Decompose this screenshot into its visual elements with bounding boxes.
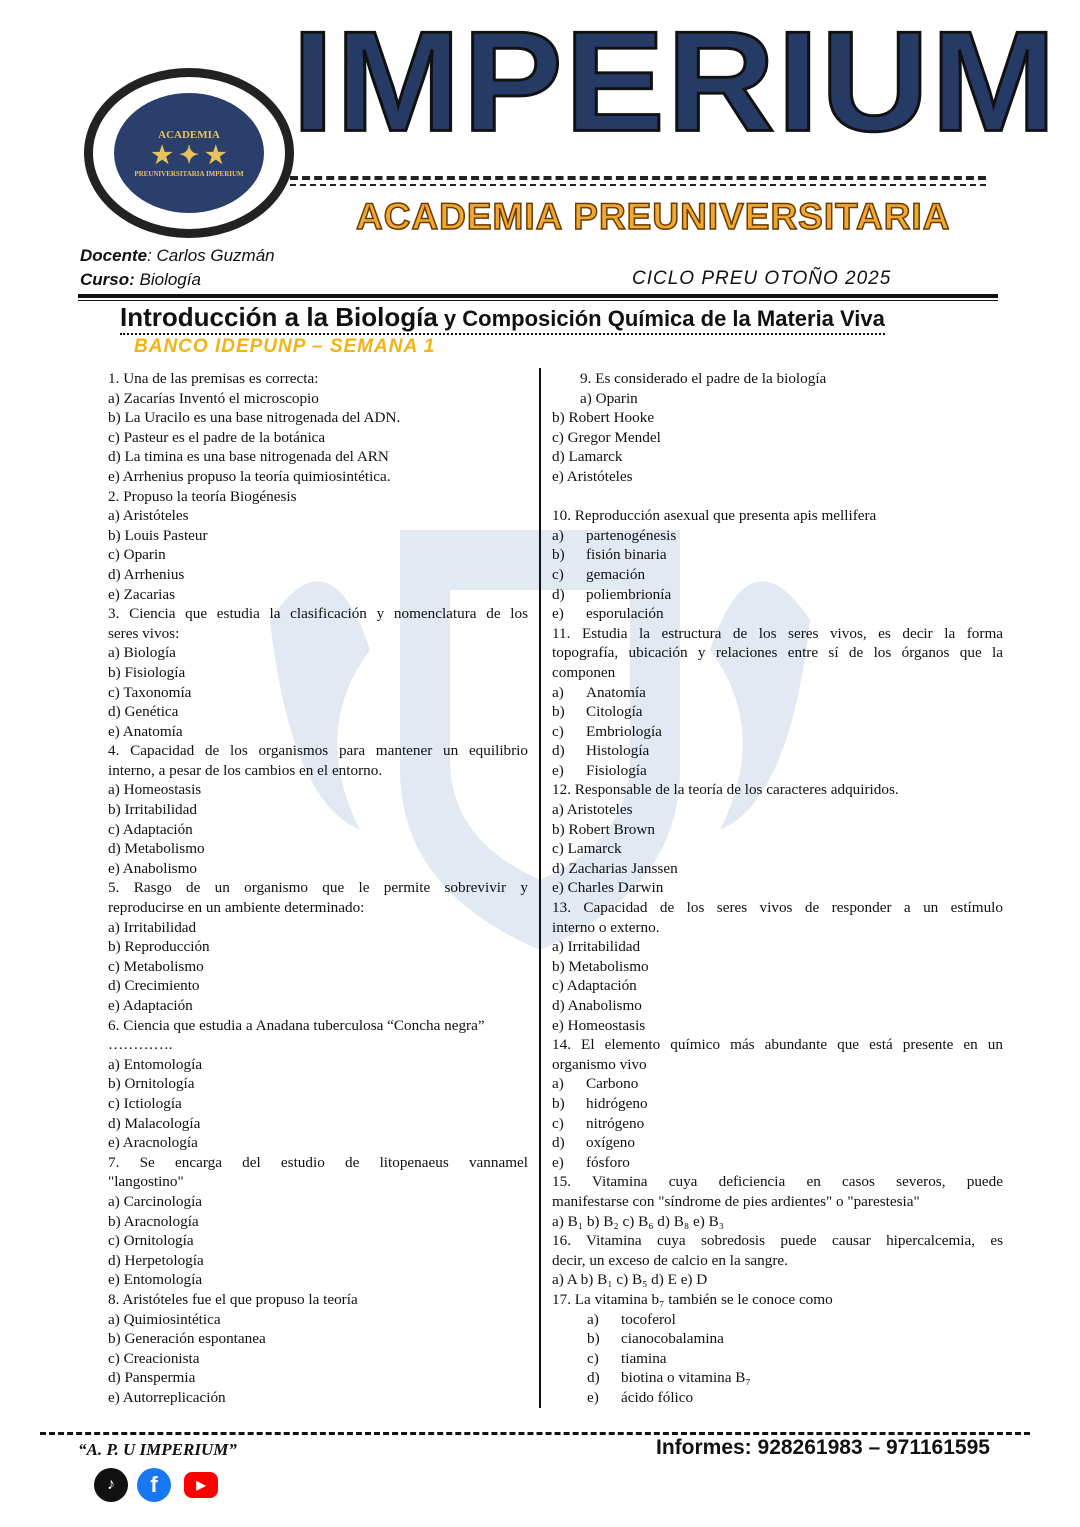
line-text: c) Gregor Mendel [552,428,661,446]
question-line [108,702,528,722]
line-text: c) Ornitología [108,1232,194,1250]
question-line [552,1368,1003,1388]
option-letter: c) [587,1349,599,1367]
question-line [108,918,528,938]
question-line [108,408,528,428]
footer-brand: “A. P. U IMPERIUM” [78,1440,237,1459]
line-text: b) Robert Hooke [552,409,655,427]
question-line [108,467,528,487]
question-line [552,898,1003,918]
line-text: reproducirse en un ambiente determinado: [108,899,365,917]
question-line [552,1074,1003,1094]
left-column [108,369,528,1407]
question-line [552,1231,1003,1251]
line-text: c) Adaptación [552,977,637,995]
question-line [552,545,1003,565]
question-line [108,761,528,781]
line-text: e) Autorreplicación [108,1388,226,1406]
line-text: 14. El elemento químico más abundante que está presente en un [552,1036,1003,1054]
line-text: …………. [108,1036,173,1054]
question-line [108,722,528,742]
line-text: topografía, ubicación y relaciones entre sí de los órganos que la [552,644,1003,662]
question-line [108,526,528,546]
question-line [552,1114,1003,1134]
line-text: d) Panspermia [108,1369,196,1387]
line-text: c) Oparin [108,546,166,564]
line-text: a) Aristoteles [552,801,633,819]
question-line [552,1349,1003,1369]
question-line [552,1094,1003,1114]
question-line [108,820,528,840]
facebook-icon[interactable]: f [137,1468,171,1502]
question-line [108,1212,528,1232]
line-text: partenogénesis [586,526,677,544]
option-letter: e) [552,1153,564,1171]
line-text: b) Metabolismo [552,957,649,975]
line-text: b) Robert Brown [552,820,655,838]
tiktok-icon[interactable]: ♪ [94,1468,128,1502]
option-letter: a) [552,683,564,701]
line-text: interno o externo. [552,918,660,936]
question-line [552,1290,1003,1310]
question-line [108,976,528,996]
line-text: gemación [586,565,646,583]
line-text: Histología [586,742,650,760]
line-text: e) Anabolismo [108,859,198,877]
question-line [552,741,1003,761]
line-text: 8. Aristóteles fue el que propuso la teoría [108,1290,358,1308]
option-letter: a) [552,526,564,544]
question-line [108,898,528,918]
line-text: 13. Capacidad de los seres vivos de responder a un estímulo [552,899,1003,917]
line-text: Embriología [586,722,662,740]
line-text: d) Arrhenius [108,565,185,583]
line-text: decir, un exceso de calcio en la sangre. [552,1251,788,1269]
question-line [108,1094,528,1114]
question-line [552,1192,1003,1212]
question-line [552,487,1003,507]
question-line [108,800,528,820]
line-text: d) Metabolismo [108,840,205,858]
line-text: b) Irritabilidad [108,801,197,819]
line-text: e) Entomología [108,1271,203,1289]
option-letter: e) [552,605,564,623]
line-text: d) Malacología [108,1114,201,1132]
question-line [552,1016,1003,1036]
question-line [108,1251,528,1271]
question-line [552,506,1003,526]
line-text: fisión binaria [586,546,667,564]
brand-subtitle: ACADEMIA PREUNIVERSITARIA [356,196,951,237]
line-text: c) Taxonomía [108,683,192,701]
line-text: 15. Vitamina cuya deficiencia en casos severos, puede [552,1173,1003,1191]
line-text: a) Aristóteles [108,507,189,525]
line-text: c) Pasteur es el padre de la botánica [108,428,326,446]
line-text: 17. La vitamina b₇ también se le conoce como [552,1290,833,1308]
cycle-label: CICLO PREU OTOÑO 2025 [632,268,892,289]
line-text: hidrógeno [586,1094,648,1112]
question-line [108,1055,528,1075]
line-text: a) A b) B₁ c) B₅ d) E e) D [552,1271,708,1289]
question-line [108,369,528,389]
question-line [552,565,1003,585]
line-text: fósforo [586,1153,630,1171]
line-text: a) Entomología [108,1055,203,1073]
question-line [552,702,1003,722]
question-line [552,996,1003,1016]
youtube-icon[interactable]: ▶ [184,1472,218,1498]
line-text: e) Adaptación [108,997,193,1014]
line-text: 6. Ciencia que estudia a Anadana tuberculosa “Concha negra” [108,1016,485,1034]
line-text: c) Metabolismo [108,957,204,975]
option-letter: b) [552,1094,565,1112]
question-line [552,820,1003,840]
question-line [108,780,528,800]
line-text: 11. Estudia la estructura de los seres vivos, es decir la forma [552,624,1003,642]
question-line [108,937,528,957]
question-line [108,859,528,879]
line-text: "langostino" [108,1173,184,1191]
question-line [108,506,528,526]
line-text: e) Charles Darwin [552,879,664,897]
question-line [552,780,1003,800]
line-text: b) Ornitología [108,1075,195,1093]
option-letter: b) [552,546,565,564]
question-line [108,839,528,859]
line-text: d) Crecimiento [108,977,200,995]
option-letter: b) [552,703,565,721]
line-text: 16. Vitamina cuya sobredosis puede causar hipercalcemia, es [552,1232,1003,1250]
line-text: a) Quimiosintética [108,1310,221,1328]
question-bank-label: BANCO IDEPUNP – SEMANA 1 [134,336,436,357]
line-text: b) Reproducción [108,938,210,956]
line-text: e) Aracnología [108,1134,198,1152]
line-text: 7. Se encarga del estudio de litopenaeus vannamel [108,1153,528,1171]
question-line [552,604,1003,624]
question-line [108,1016,528,1036]
question-line [108,1368,528,1388]
line-text: 12. Responsable de la teoría de los caracteres adquiridos. [552,781,899,799]
option-letter: c) [552,722,564,740]
teacher-label: Docente [80,246,148,265]
question-line [108,878,528,898]
question-line [108,1192,528,1212]
question-line [552,1153,1003,1173]
question-line [552,467,1003,487]
line-text: d) Herpetología [108,1251,204,1269]
line-text: organismo vivo [552,1055,647,1073]
question-line [552,1310,1003,1330]
question-line [552,1133,1003,1153]
question-line [108,585,528,605]
line-text: interno, a pesar de los cambios en el entorno. [108,761,383,779]
line-text: manifestarse con "síndrome de pies ardientes" o "parestesia" [552,1192,920,1210]
line-text: e) Arrhenius propuso la teoría quimiosintética. [108,467,391,485]
line-text: b) Aracnología [108,1212,199,1230]
question-line [108,545,528,565]
page-title [120,302,885,335]
course-line [80,270,201,290]
title-rest: y Composición Química de la Materia Viva [437,306,885,331]
line-text: tiamina [621,1349,667,1367]
line-text: 9. Es considerado el padre de la biología [580,370,827,387]
question-line [552,1270,1003,1290]
question-line [108,1388,528,1408]
line-text: c) Adaptación [108,820,193,838]
question-line [552,447,1003,467]
question-line [108,1349,528,1369]
line-text: tocoferol [621,1310,676,1328]
question-line [552,918,1003,938]
line-text: 5. Rasgo de un organismo que le permite sobrevivir y [108,879,528,897]
question-line [108,1172,528,1192]
line-text: nitrógeno [586,1114,645,1132]
line-text: a) Carcinología [108,1192,203,1210]
question-line [552,1055,1003,1075]
option-letter: d) [552,1134,565,1152]
line-text: ácido fólico [621,1388,694,1406]
question-line [108,663,528,683]
line-text: a) Homeostasis [108,781,202,799]
question-line [108,1153,528,1173]
line-text: e) Homeostasis [552,1016,646,1034]
question-line [552,526,1003,546]
question-line [552,1251,1003,1271]
option-letter: c) [552,1114,564,1132]
title-rule-thin [78,300,998,301]
question-line [552,722,1003,742]
line-text: e) Zacarias [108,585,176,603]
question-line [108,1290,528,1310]
line-text: Carbono [586,1075,639,1093]
line-text: d) La timina es una base nitrogenada del ARN [108,448,389,466]
option-letter: d) [552,585,565,603]
footer-divider [40,1432,1030,1435]
question-line [552,389,1003,409]
question-line [552,643,1003,663]
question-line [108,683,528,703]
question-line [108,447,528,467]
line-text: a) Irritabilidad [108,918,197,936]
line-text: b) Generación espontanea [108,1330,266,1348]
question-line [552,683,1003,703]
question-line [108,1329,528,1349]
question-line [552,800,1003,820]
line-text: 4. Capacidad de los organismos para mantener un equilibrio [108,742,528,760]
teacher-name: : Carlos Guzmán [147,246,275,265]
question-line [552,761,1003,781]
line-text: c) Ictiología [108,1094,182,1112]
header-divider-thin [290,184,986,186]
line-text: a) B₁ b) B₂ c) B₆ d) B₈ e) B₃ [552,1212,724,1230]
line-text: Citología [586,703,643,721]
question-line [108,389,528,409]
title-main: Introducción a la Biología [120,302,438,332]
line-text: e) Aristóteles [552,467,633,485]
question-line [108,624,528,644]
line-text: a) Oparin [580,389,638,407]
question-line [552,957,1003,977]
option-letter: b) [587,1330,600,1348]
question-line [108,1310,528,1330]
question-line [552,624,1003,644]
teacher-line [80,246,275,266]
question-line [108,1035,528,1055]
line-text: esporulación [586,605,664,623]
column-divider [539,368,541,1408]
option-letter: c) [552,565,564,583]
line-text: a) Biología [108,644,176,662]
question-line [552,1212,1003,1232]
question-line [552,428,1003,448]
right-column [552,369,1003,1407]
line-text: b) Fisiología [108,663,186,681]
line-text: a) Irritabilidad [552,938,641,956]
line-text: Anatomía [586,683,646,701]
line-text: d) Lamarck [552,448,623,466]
line-text: 3. Ciencia que estudia la clasificación y nomenclatura de los [108,605,528,623]
question-line [108,604,528,624]
question-line [552,585,1003,605]
line-text: componen [552,663,616,681]
question-line [108,643,528,663]
question-line [552,878,1003,898]
line-text: d) Genética [108,703,179,721]
question-line [552,369,1003,389]
course-name: Biología [134,270,201,289]
line-text: c) Lamarck [552,840,622,858]
question-line [108,1074,528,1094]
option-letter: a) [587,1310,599,1328]
question-line [552,663,1003,683]
line-text: 1. Una de las premisas es correcta: [108,370,319,387]
line-text: 10. Reproducción asexual que presenta apis mellifera [552,507,877,525]
line-text: poliembrionía [586,585,672,603]
line-text: a) Zacarías Inventó el microscopio [108,389,319,407]
option-letter: e) [587,1388,599,1406]
logo-text-bottom: PREUNIVERSITARIA IMPERIUM [134,169,244,178]
option-letter: e) [552,761,564,779]
line-text: b) La Uracilo es una base nitrogenada del ADN. [108,409,401,427]
question-line [108,1270,528,1290]
question-line [552,839,1003,859]
academy-logo: ACADEMIA ★ ✦ ★ PREUNIVERSITARIA IMPERIUM [84,68,294,238]
question-line [552,1172,1003,1192]
question-line [108,1114,528,1134]
line-text: 2. Propuso la teoría Biogénesis [108,487,297,505]
brand-title: IMPERIUM [292,1,1058,161]
question-line [552,1388,1003,1408]
question-line [552,408,1003,428]
line-text: d) Anabolismo [552,997,642,1014]
question-line [552,859,1003,879]
option-letter: d) [587,1369,600,1387]
header-divider [290,176,986,180]
line-text: cianocobalamina [621,1330,724,1348]
contact-info: Informes: 928261983 – 971161595 [656,1436,990,1459]
line-text: c) Creacionista [108,1349,200,1367]
question-line [108,996,528,1016]
question-line [552,1329,1003,1349]
line-text: e) Anatomía [108,722,183,740]
option-letter: a) [552,1075,564,1093]
question-line [108,1133,528,1153]
option-letter: d) [552,742,565,760]
question-line [552,1035,1003,1055]
question-line [108,565,528,585]
question-line [552,937,1003,957]
logo-text-top: ACADEMIA [158,128,220,141]
question-line [108,1231,528,1251]
course-label: Curso: [80,270,135,289]
question-line [552,976,1003,996]
question-line [108,428,528,448]
question-line [108,487,528,507]
line-text: d) Zacharias Janssen [552,859,678,877]
question-line [108,957,528,977]
line-text: b) Louis Pasteur [108,526,208,544]
line-text: seres vivos: [108,624,180,642]
line-text: biotina o vitamina B₇ [621,1369,751,1387]
line-text: oxígeno [586,1134,635,1152]
line-text: Fisiología [586,761,647,779]
title-rule [78,294,998,298]
question-line [108,741,528,761]
